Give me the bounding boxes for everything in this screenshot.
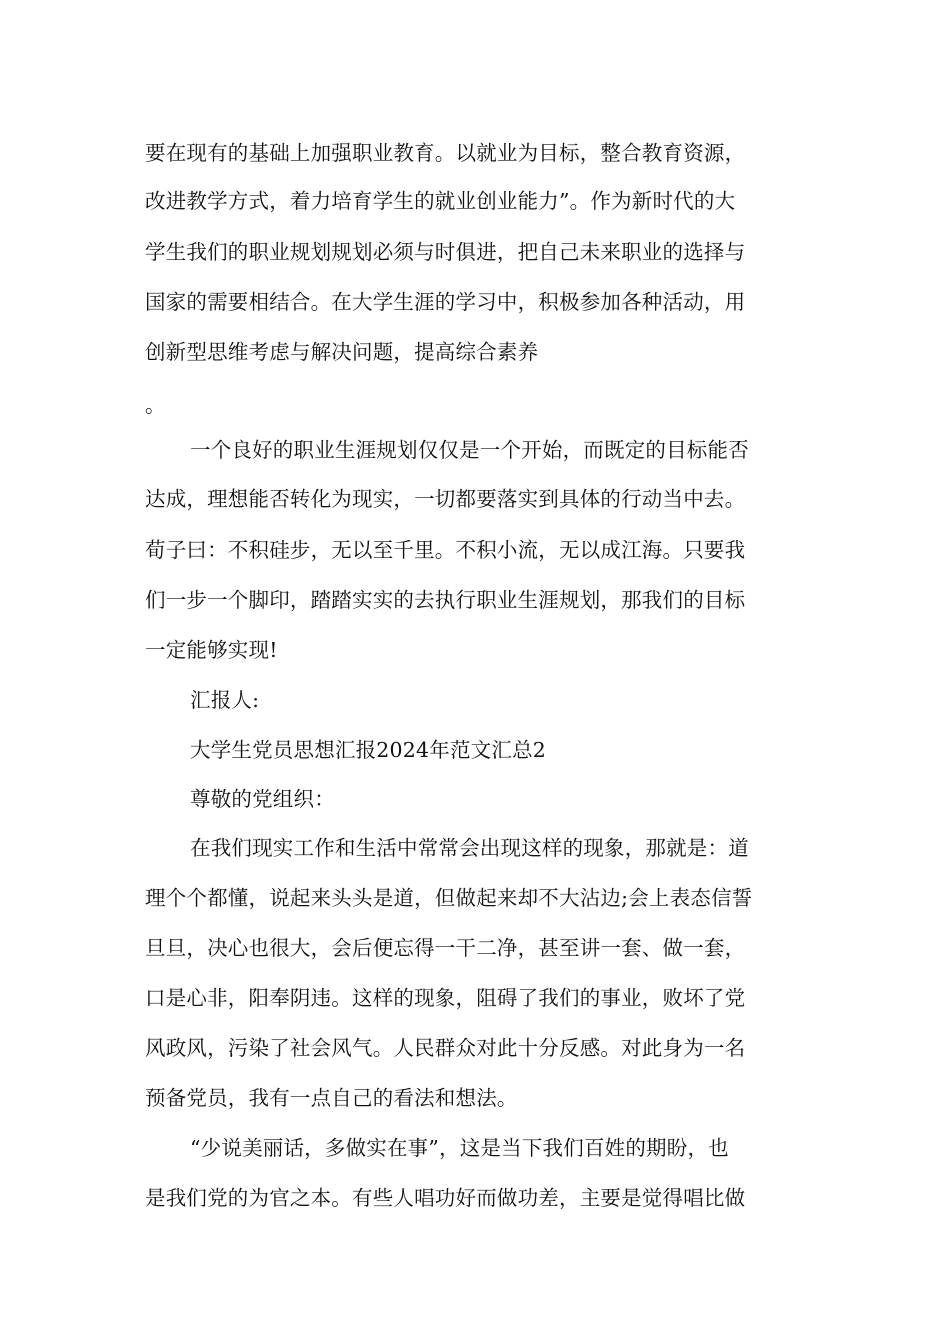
text-line: 一定能够实现!	[145, 638, 278, 662]
salutation: 尊敬的党组织：	[190, 787, 335, 811]
text-line: 理个个都懂，说起来头头是道，但做起来却不大沾边;会上表态信誓	[145, 886, 753, 910]
paragraph-first-line: 一个良好的职业生涯规划仅仅是一个开始，而既定的目标能否	[190, 438, 749, 462]
text-line: 。	[145, 393, 166, 417]
text-line: 学生我们的职业规划规划必须与时俱进，把自己未来职业的选择与	[145, 240, 746, 264]
text-line: 旦旦，决心也很大，会后便忘得一干二净，甚至讲一套、做一套，	[145, 936, 746, 960]
text-line: 国家的需要相结合。在大学生涯的学习中，积极参加各种活动，用	[145, 290, 746, 314]
paragraph-first-line: 在我们现实工作和生活中常常会出现这样的现象，那就是：道	[190, 836, 749, 860]
text-line: 预备党员，我有一点自己的看法和想法。	[145, 1086, 518, 1110]
text-line: 要在现有的基础上加强职业教育。以就业为目标，整合教育资源，	[145, 141, 746, 165]
text-line: 创新型思维考虑与解决问题，提高综合素养	[145, 340, 539, 364]
section-title: 大学生党员思想汇报2024年范文汇总2	[190, 738, 547, 762]
reporter-label: 汇报人:	[190, 688, 260, 712]
text-line: 们一步一个脚印，踏踏实实的去执行职业生涯规划，那我们的目标	[145, 588, 746, 612]
text-line: 荀子曰：不积硅步，无以至千里。不积小流，无以成江海。只要我	[145, 538, 746, 562]
text-line: 改进教学方式，着力培育学生的就业创业能力”。作为新时代的大	[145, 189, 736, 213]
paragraph-first-line: “少说美丽话，多做实在事”，这是当下我们百姓的期盼，也	[190, 1136, 729, 1160]
text-line: 是我们党的为官之本。有些人唱功好而做功差，主要是觉得唱比做	[145, 1186, 746, 1210]
text-line: 口是心非，阳奉阴违。这样的现象，阻碍了我们的事业，败坏了党	[145, 986, 746, 1010]
text-line: 达成，理想能否转化为现实，一切都要落实到具体的行动当中去。	[145, 487, 746, 511]
text-line: 风政风，污染了社会风气。人民群众对此十分反感。对此身为一名	[145, 1036, 746, 1060]
